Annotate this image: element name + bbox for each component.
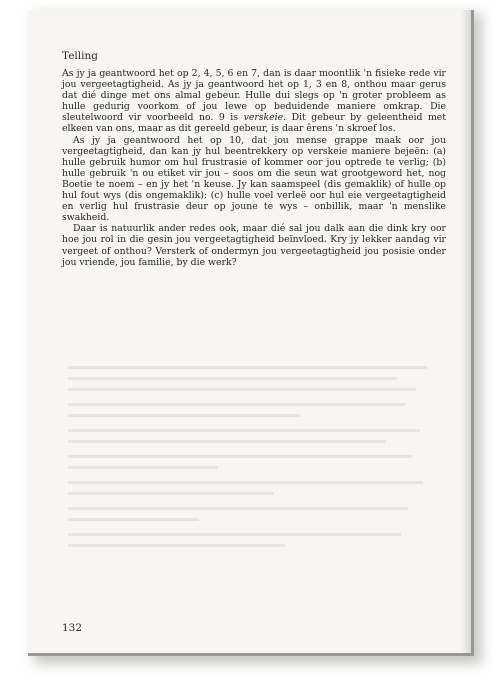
show-through-line: [68, 507, 408, 510]
show-through-line: [68, 377, 397, 380]
show-through-text: [68, 366, 442, 555]
paragraph-2: As jy ja geantwoord het op 10, dat jou mense grappe maak oor jou vergeetagtigheid, dan kan jy hul beentrekkery op verskeie maniere bejeën: (a) hulle gebruik humor om hul frustrasie of kommer oor jou optrede te verlig; (b) hulle gebruik 'n ou etiket vir jou – soos om die seun wat grootgeword het, nog Boetie te noem – en jy het 'n keuse. Jy kan saamspeel (dis gemaklik) of hulle op hul fout wys (dis ongemaklik); (c) hulle voel verleë oor hul eie vergeetagtigheid en verlig hul frustrasie deur op joune te wys – onbillik, maar 'n menslike swakheid.: [62, 134, 446, 224]
page-edge-shading: [461, 10, 471, 653]
show-through-line: [68, 388, 416, 391]
show-through-line: [68, 366, 427, 369]
body-text: [62, 68, 446, 268]
emphasis-word: verskeie: [243, 112, 284, 124]
paragraph-1: As jy ja geantwoord het op 2, 4, 5, 6 en 7, dan is daar moontlik 'n fisieke rede vir jou vergeetagtigheid. As jy ja geantwoord het op 1, 3 en 8, onthou maar gerus dat dié dinge met ons almal gebeur. Hulle dui slegs op 'n groter probleem as hulle gedurig voorkom of jou lewe op beduidende maniere omkrap. Die sleutelwoord vir voorbeeld no. 9 is verskeie. Dit gebeur by geleentheid met elkeen van ons, maar as dit gereeld gebeur, is daar êrens 'n skroef los.: [62, 68, 447, 135]
show-through-line: [68, 440, 386, 443]
show-through-line: [68, 414, 300, 417]
book-page: [28, 10, 474, 656]
show-through-line: [68, 544, 285, 547]
show-through-line: [68, 492, 274, 495]
show-through-line: [68, 481, 423, 484]
show-through-line: [68, 518, 199, 521]
show-through-line: [68, 466, 218, 469]
show-through-line: [68, 533, 401, 536]
page-number: 132: [62, 622, 83, 634]
show-through-line: [68, 403, 405, 406]
show-through-line: [68, 429, 420, 432]
paragraph-3: Daar is natuurlik ander redes ook, maar dié sal jou dalk aan die dink kry oor hoe jou rol in die gesin jou vergeetagtigheid beïnvloed. Kry jy lekker aandag vir vergeet of onthou? Versterk of ondermyn jou vergeetagtigheid jou posisie onder jou vriende, jou familie, by die werk?: [62, 223, 446, 268]
show-through-line: [68, 455, 412, 458]
section-heading: Telling: [62, 50, 98, 62]
